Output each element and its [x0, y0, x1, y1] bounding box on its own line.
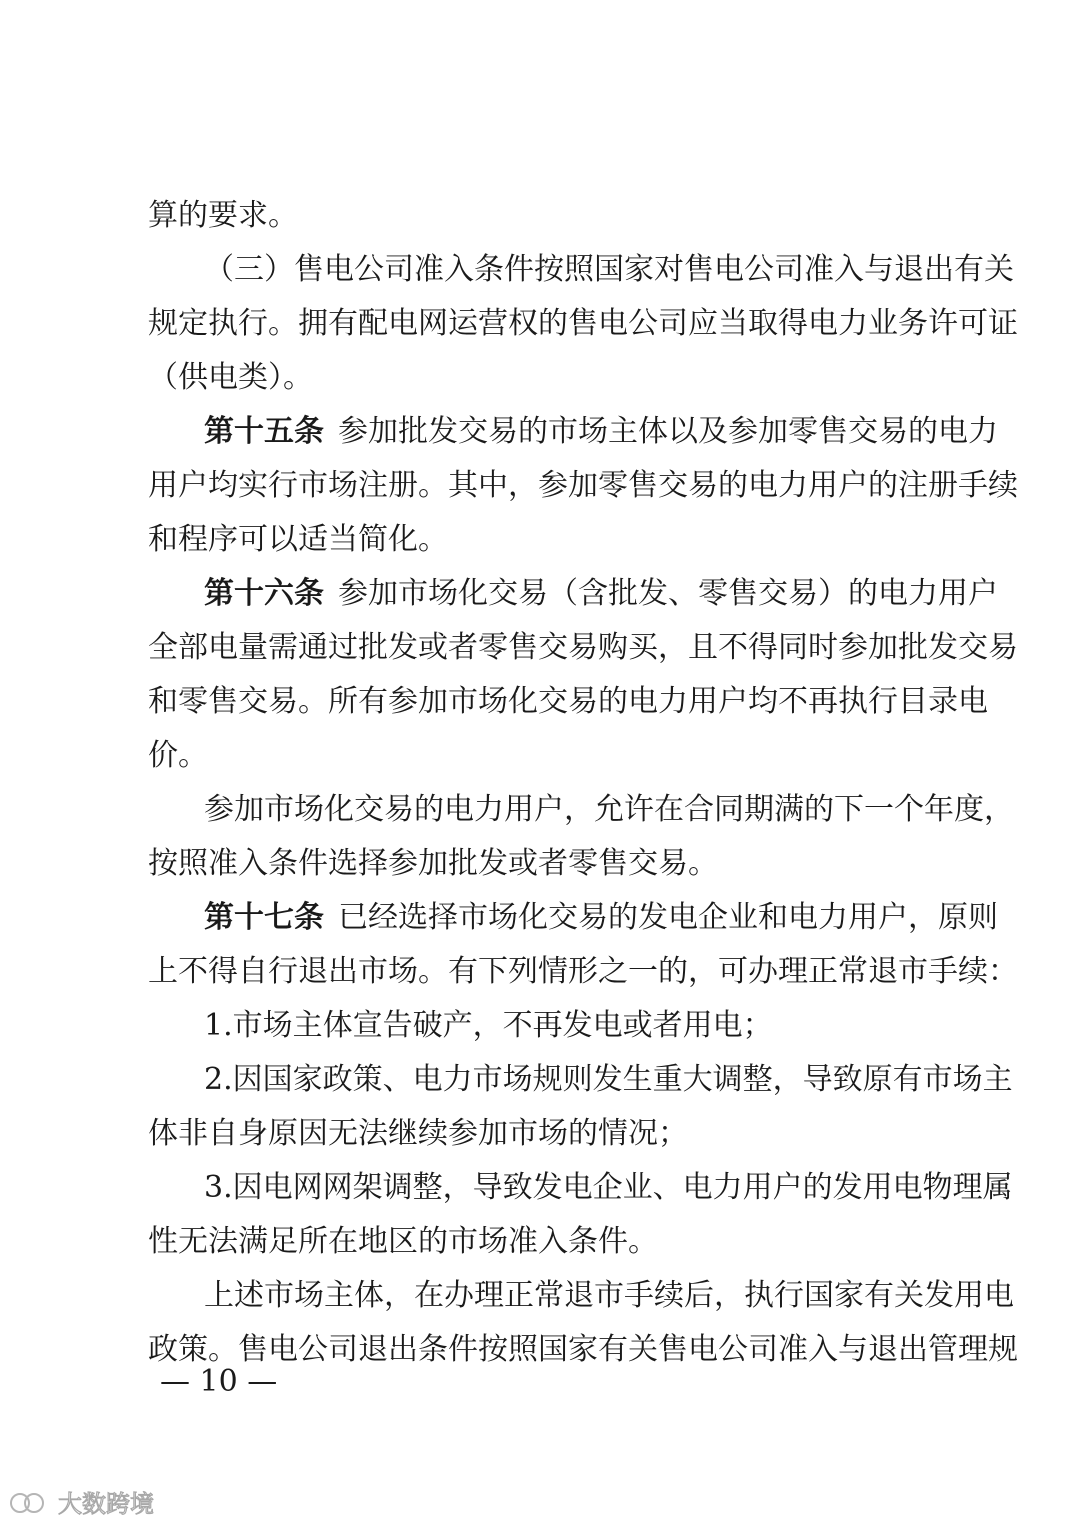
- text-line: 2.因国家政策、电力市场规则发生重大调整，导致原有市场主: [204, 1062, 1013, 1097]
- article-heading: 第十五条: [204, 414, 324, 449]
- weibo-style-logo-icon: [8, 1489, 52, 1515]
- page-number: — 10 —: [160, 1364, 278, 1399]
- text-line: （三）售电公司准入条件按照国家对售电公司准入与退出有关: [204, 252, 1014, 287]
- text-line: 全部电量需通过批发或者零售交易购买，且不得同时参加批发交易: [148, 630, 1018, 665]
- text-line: 规定执行。拥有配电网运营权的售电公司应当取得电力业务许可证: [148, 306, 1018, 341]
- text-line: 用户均实行市场注册。其中，参加零售交易的电力用户的注册手续: [148, 468, 1018, 503]
- text-line: 价。: [148, 738, 208, 773]
- text-line: 政策。售电公司退出条件按照国家有关售电公司准入与退出管理规: [148, 1332, 1018, 1367]
- text-line: 上述市场主体，在办理正常退市手续后，执行国家有关发用电: [204, 1278, 1014, 1313]
- text-line: 和零售交易。所有参加市场化交易的电力用户均不再执行目录电: [148, 684, 988, 719]
- text-line: （供电类）。: [148, 360, 313, 395]
- text-line: 性无法满足所在地区的市场准入条件。: [148, 1224, 658, 1259]
- text-line: 算的要求。: [148, 198, 298, 233]
- watermark-text: 大数跨境: [58, 1490, 154, 1518]
- article-heading: 第十七条: [204, 900, 324, 935]
- watermark: [8, 1484, 154, 1519]
- text-line: 3.因电网网架调整，导致发电企业、电力用户的发用电物理属: [204, 1170, 1013, 1205]
- text-line: 参加市场化交易的电力用户，允许在合同期满的下一个年度，: [204, 792, 1014, 827]
- text-line: 上不得自行退出市场。有下列情形之一的，可办理正常退市手续：: [148, 954, 1018, 989]
- text-line: 和程序可以适当简化。: [148, 522, 448, 557]
- text-line: 1.市场主体宣告破产，不再发电或者用电；: [204, 1008, 773, 1043]
- text-line: 第十七条 已经选择市场化交易的发电企业和电力用户，原则: [204, 900, 998, 935]
- text-line: 第十五条 参加批发交易的市场主体以及参加零售交易的电力: [204, 414, 998, 449]
- text-line: 第十六条 参加市场化交易（含批发、零售交易）的电力用户: [204, 576, 998, 611]
- text-line: 按照准入条件选择参加批发或者零售交易。: [148, 846, 718, 881]
- text-line: 体非自身原因无法继续参加市场的情况；: [148, 1116, 688, 1151]
- article-heading: 第十六条: [204, 576, 324, 611]
